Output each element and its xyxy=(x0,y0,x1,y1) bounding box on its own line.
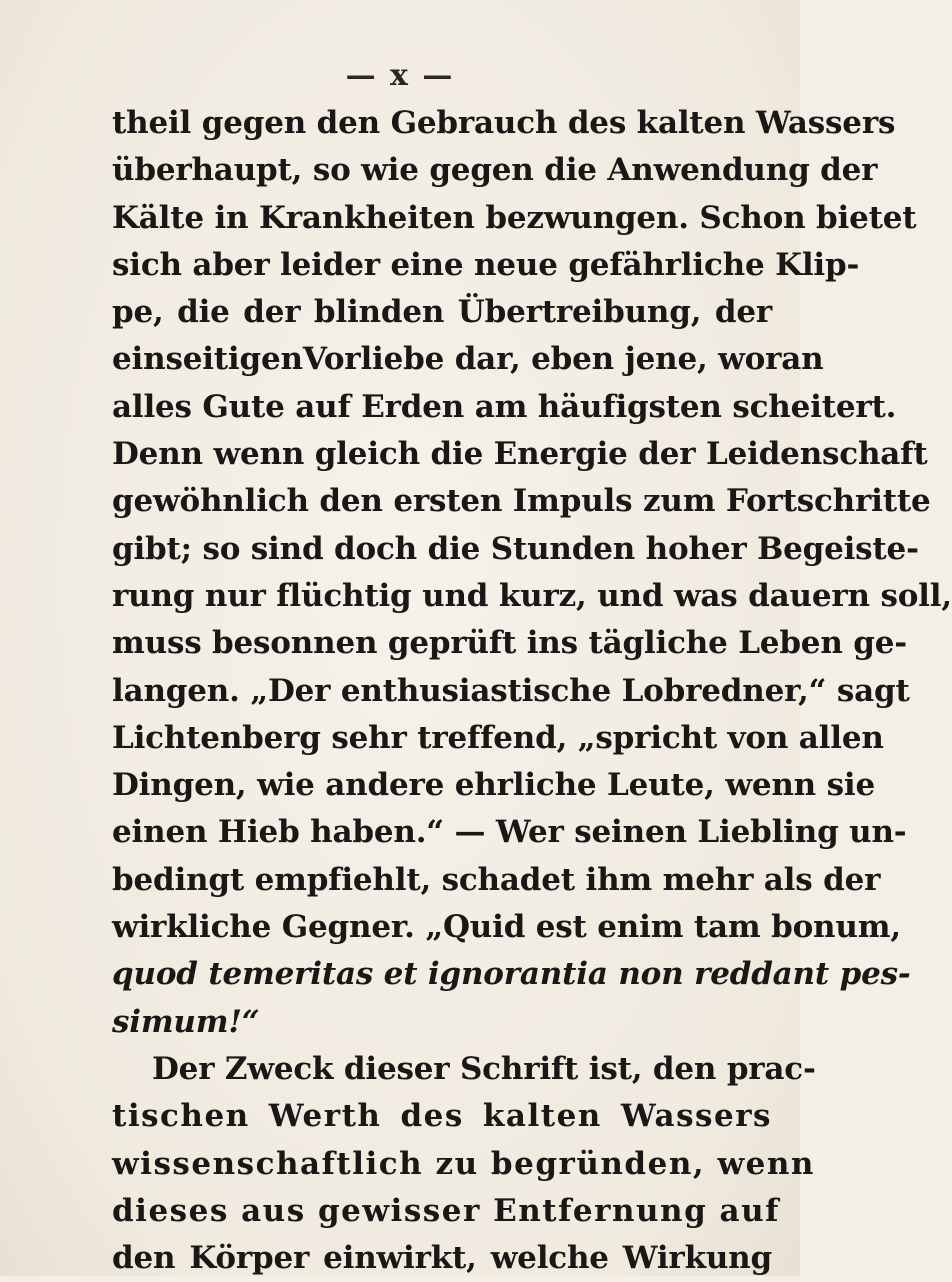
text-line: tischen Werth des kalten Wassers xyxy=(112,1098,772,1135)
text-line: muss besonnen geprüft ins tägliche Leben ge- xyxy=(112,625,907,662)
paragraph-start-line: Der Zweck dieser Schrift ist, den prac- xyxy=(152,1050,816,1087)
text-line: rung nur flüchtig und kurz, und was dauern soll, xyxy=(112,577,952,614)
text-line: den Körper einwirkt, welche Wirkung xyxy=(112,1240,772,1277)
text-line: gewöhnlich den ersten Impuls zum Fortschritte xyxy=(112,483,931,520)
text-line: alles Gute auf Erden am häufigsten scheitert. xyxy=(112,388,897,425)
text-line: pe, die der blinden Übertreibung, der xyxy=(112,294,772,331)
text-line: sich aber leider eine neue gefährliche Klip- xyxy=(112,246,860,283)
text-line: überhaupt, so wie gegen die Anwendung der xyxy=(112,152,878,189)
text-line-latin-quote: quod temeritas et ignorantia non reddant pes- xyxy=(112,956,911,993)
page-header: — x — xyxy=(345,58,455,93)
text-line: gibt; so sind doch die Stunden hoher Begeiste- xyxy=(112,530,919,567)
text-line: bedingt empfiehlt, schadet ihm mehr als der xyxy=(112,861,881,898)
text-line: Dingen, wie andere ehrliche Leute, wenn sie xyxy=(112,767,875,804)
text-line: wissenschaftlich zu begründen, wenn xyxy=(112,1145,815,1182)
text-line: einen Hieb haben.“ — Wer seinen Liebling un- xyxy=(112,814,907,851)
body-text xyxy=(112,100,952,1282)
text-line: Kälte in Krankheiten bezwungen. Schon bietet xyxy=(112,199,917,236)
text-line: Lichtenberg sehr treffend, „spricht von allen xyxy=(112,719,884,756)
text-line: theil gegen den Gebrauch des kalten Wassers xyxy=(112,105,896,141)
text-line: einseitigenVorliebe dar, eben jene, woran xyxy=(112,341,824,378)
text-line-latin-quote-end: simum!“ xyxy=(112,1003,260,1040)
text-line: Denn wenn gleich die Energie der Leidenschaft xyxy=(112,436,928,473)
text-line: wirkliche Gegner. „Quid est enim tam bonum, xyxy=(112,909,901,946)
text-line: dieses aus gewisser Entfernung auf xyxy=(112,1192,781,1229)
text-line: langen. „Der enthusiastische Lobredner,“ sagt xyxy=(112,672,910,709)
